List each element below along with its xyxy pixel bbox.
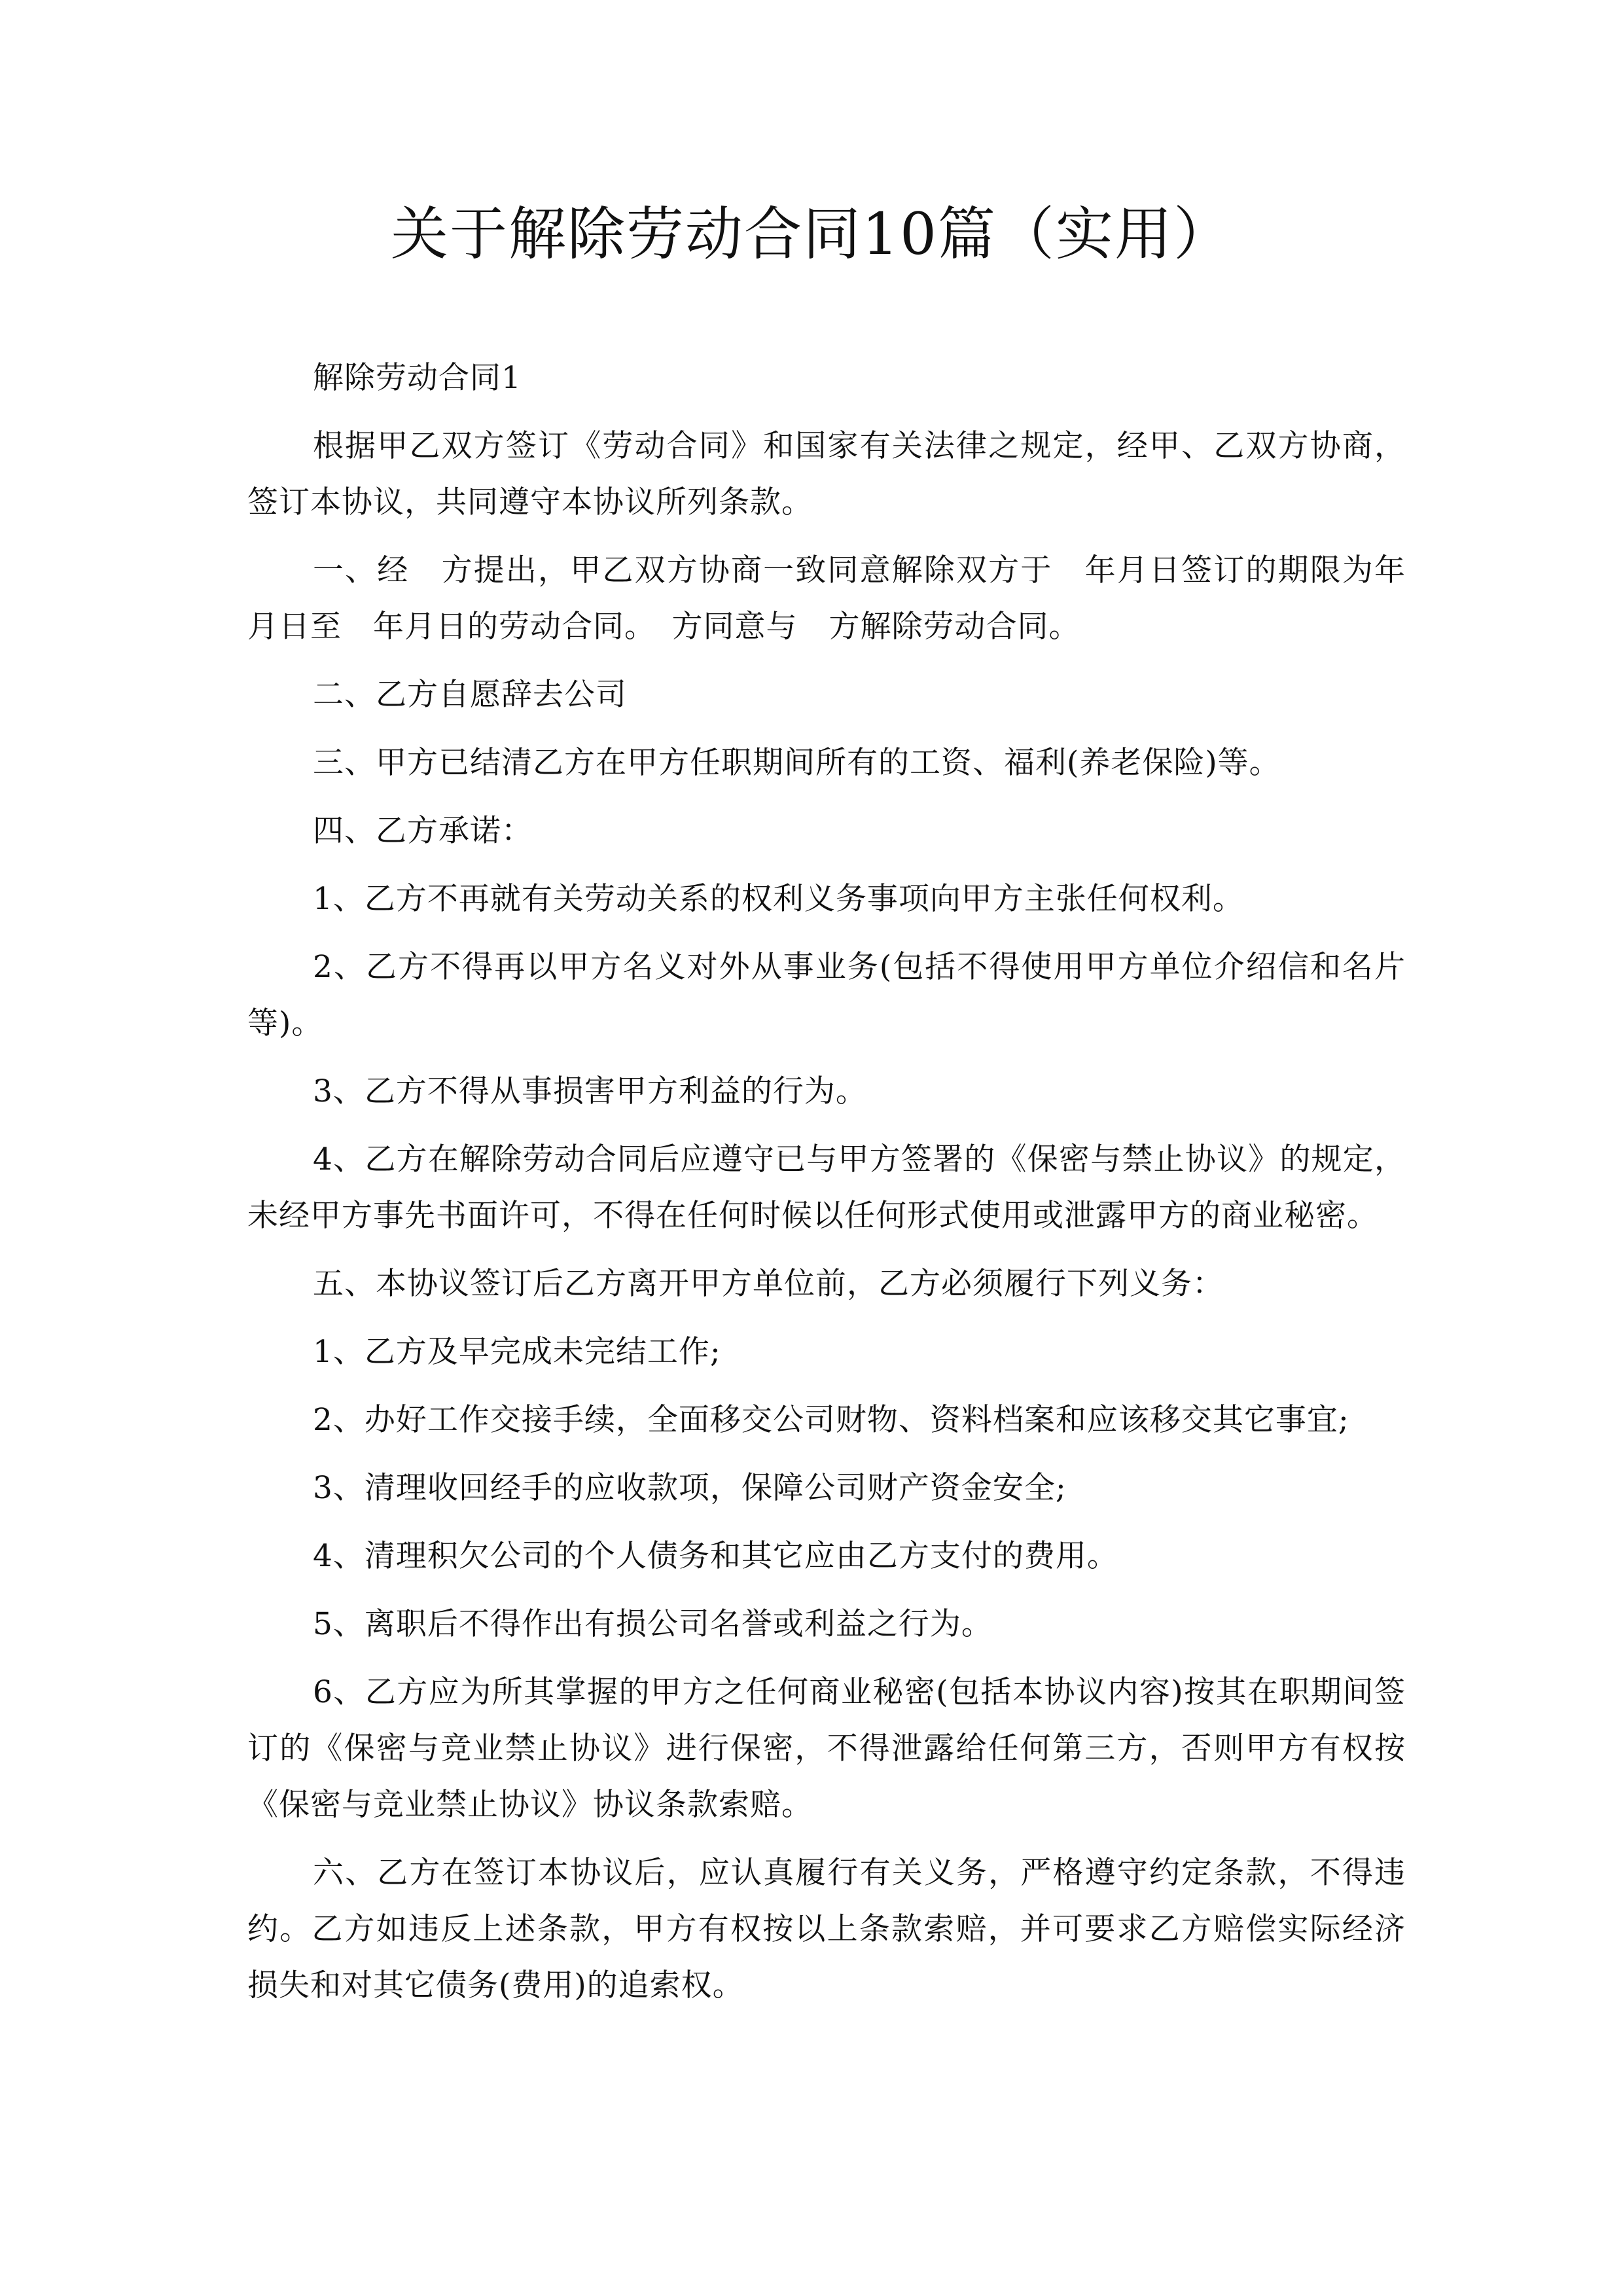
paragraph: 5、离职后不得作出有损公司名誉或利益之行为。: [313, 1606, 993, 1642]
paragraph: 根据甲乙双方签订《劳动合同》和国家有关法律之规定，经甲、乙双方协商，签订本协议，共同遵守本协议所列条款。: [247, 428, 1406, 520]
paragraph: 4、乙方在解除劳动合同后应遵守已与甲方签署的《保密与禁止协议》的规定，未经甲方事先书面许可，不得在任何时候以任何形式使用或泄露甲方的商业秘密。: [247, 1141, 1406, 1234]
paragraph: 一、经 方提出，甲乙双方协商一致同意解除双方于 年月日签订的期限为年月日至 年月日的劳动合同。 方同意与 方解除劳动合同。: [247, 552, 1406, 645]
paragraph: 2、乙方不得再以甲方名义对外从事业务(包括不得使用甲方单位介绍信和名片等)。: [247, 949, 1406, 1041]
paragraph: 3、清理收回经手的应收款项，保障公司财产资金安全;: [313, 1470, 1067, 1506]
paragraph: 2、办好工作交接手续，全面移交公司财物、资料档案和应该移交其它事宜;: [313, 1402, 1349, 1438]
document-title: 关于解除劳动合同10篇（实用）: [391, 200, 1232, 268]
paragraph: 五、本协议签订后乙方离开甲方单位前，乙方必须履行下列义务：: [313, 1266, 1224, 1302]
section-heading: 解除劳动合同1: [313, 360, 522, 396]
paragraph: 三、甲方已结清乙方在甲方任职期间所有的工资、福利(养老保险)等。: [313, 745, 1281, 781]
paragraph: 6、乙方应为所其掌握的甲方之任何商业秘密(包括本协议内容)按其在职期间签订的《保密与竞业禁止协议》进行保密，不得泄露给任何第三方，否则甲方有权按《保密与竞业禁止协议》协议条款索赔。: [247, 1674, 1406, 1823]
paragraph: 4、清理积欠公司的个人债务和其它应由乙方支付的费用。: [313, 1538, 1118, 1574]
paragraph: 1、乙方及早完成未完结工作;: [313, 1334, 721, 1370]
paragraph: 四、乙方承诺：: [313, 813, 533, 849]
paragraph: 3、乙方不得从事损害甲方利益的行为。: [313, 1073, 867, 1109]
paragraph: 六、乙方在签订本协议后，应认真履行有关义务，严格遵守约定条款，不得违约。乙方如违反上述条款，甲方有权按以上条款索赔，并可要求乙方赔偿实际经济损失和对其它债务(费用)的追索权。: [247, 1855, 1406, 2003]
paragraph: 1、乙方不再就有关劳动关系的权利义务事项向甲方主张任何权利。: [313, 881, 1244, 917]
paragraph: 二、乙方自愿辞去公司: [313, 677, 627, 713]
document-body: [247, 350, 1406, 2026]
